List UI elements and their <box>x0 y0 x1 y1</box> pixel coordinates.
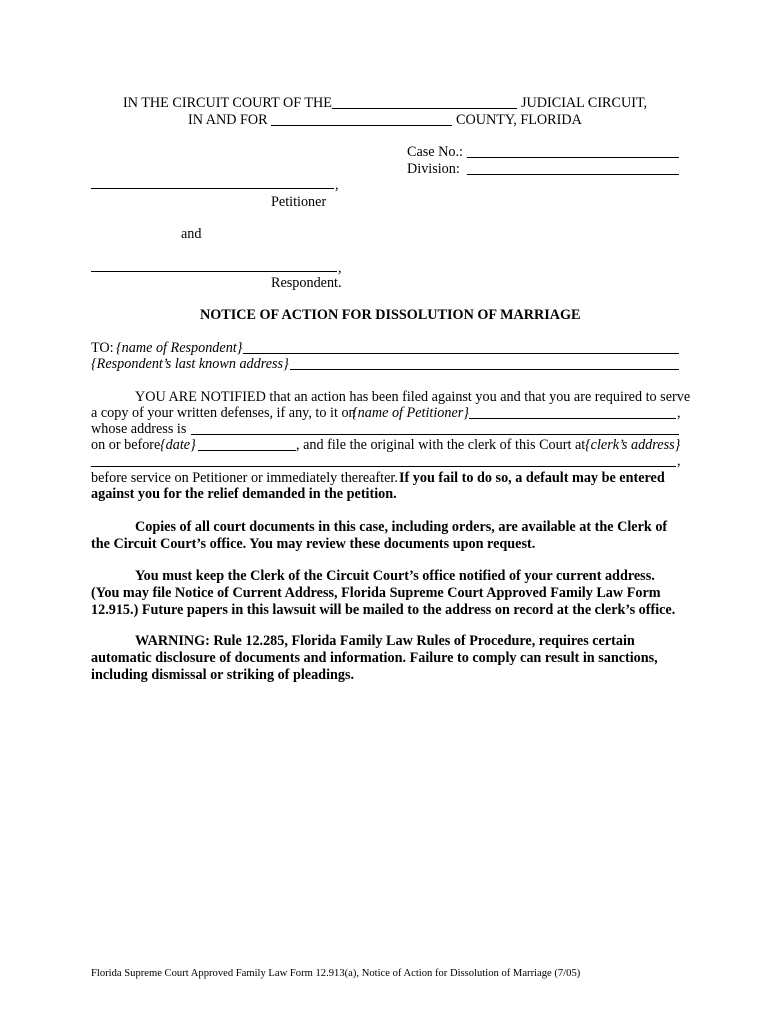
keep-notified-text: You must keep the Clerk of the Circuit Court’s office notified of your current address. (You may file Notice of Current Address, Florida Supreme Court Approved Family Law Form 12.915.) Future papers in this lawsuit will be mailed to the address on record at the clerk’s office. <box>91 568 676 618</box>
notice-line2-comma: , <box>677 405 681 421</box>
whose-address-label: whose address is <box>91 421 187 437</box>
and-label: and <box>181 226 202 242</box>
division-label: Division: <box>407 161 460 177</box>
case-no-field[interactable] <box>467 157 679 158</box>
notice-line2: a copy of your written defenses, if any, to it on <box>91 405 356 421</box>
court-header-line1-right: JUDICIAL CIRCUIT, <box>521 95 648 111</box>
respondent-address-placeholder: {Respondent’s last known address} <box>91 356 289 372</box>
copies-text: Copies of all court documents in this case, including orders, are available at the Clerk of the Circuit Court’s office. You may review these documents upon request. <box>91 519 668 552</box>
file-original-text: , and file the original with the clerk of this Court at <box>296 437 586 453</box>
respondent-comma: , <box>338 260 342 276</box>
default-warning-line2: against you for the relief demanded in the petition. <box>91 486 397 502</box>
form-footer: Florida Supreme Court Approved Family Law Form 12.913(a), Notice of Action for Dissolution of Marriage (7/05) <box>91 968 581 979</box>
default-warning-line1: If you fail to do so, a default may be entered <box>399 470 665 486</box>
petitioner-comma: , <box>335 177 339 193</box>
on-or-before-label: on or before <box>91 437 161 453</box>
petitioner-address-field[interactable] <box>191 434 679 435</box>
copies-paragraph <box>91 519 681 553</box>
court-header-line2-right: COUNTY, FLORIDA <box>456 112 582 128</box>
respondent-label: Respondent. <box>271 275 342 291</box>
before-service-text: before service on Petitioner or immediately thereafter. <box>91 470 398 486</box>
warning-paragraph <box>91 633 681 684</box>
division-field[interactable] <box>467 174 679 175</box>
court-header-line1-left: IN THE CIRCUIT COURT OF THE <box>123 95 332 111</box>
petitioner-name-placeholder: {name of Petitioner} <box>352 405 469 421</box>
petitioner-name-notice-field[interactable] <box>469 418 676 419</box>
petitioner-label: Petitioner <box>271 194 327 210</box>
judicial-circuit-blank[interactable] <box>332 108 517 109</box>
notice-line1: YOU ARE NOTIFIED that an action has been filed against you and that you are required to serve <box>135 389 691 405</box>
county-blank[interactable] <box>271 125 452 126</box>
clerk-address-placeholder: {clerk’s address} <box>585 437 681 453</box>
document-title: NOTICE OF ACTION FOR DISSOLUTION OF MARRIAGE <box>200 307 581 323</box>
date-placeholder: {date} <box>160 437 196 453</box>
respondent-name-placeholder: {name of Respondent} <box>116 340 243 356</box>
respondent-name-field[interactable] <box>91 271 337 272</box>
court-header-line2-left: IN AND FOR <box>188 112 268 128</box>
petitioner-name-field[interactable] <box>91 188 334 189</box>
respondent-name-to-field[interactable] <box>243 353 679 354</box>
to-label: TO: <box>91 340 114 356</box>
date-field[interactable] <box>198 450 296 451</box>
warning-text: WARNING: Rule 12.285, Florida Family Law Rules of Procedure, requires certain automatic disclosure of documents and information. Failure to comply can result in sanctions, including dismissal or striking of pleadings. <box>91 633 658 683</box>
respondent-address-field[interactable] <box>290 369 679 370</box>
keep-notified-paragraph <box>91 568 681 619</box>
clerk-address-field[interactable] <box>91 466 676 467</box>
clerk-address-comma: , <box>677 453 681 469</box>
case-no-label: Case No.: <box>407 144 463 160</box>
